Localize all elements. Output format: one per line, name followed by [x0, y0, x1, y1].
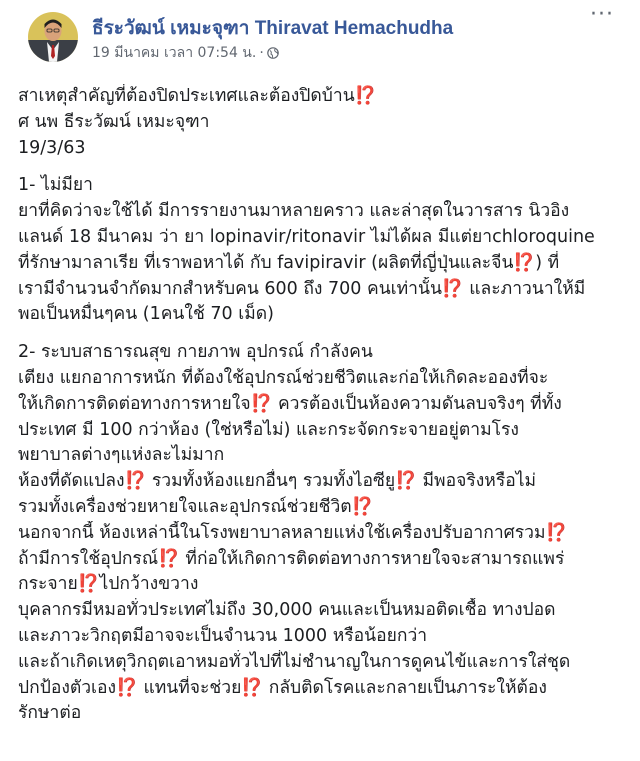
post-header: [14, 0, 622, 66]
globe-icon[interactable]: [267, 47, 279, 63]
post-line: ถ้ามีการใช้อุปกรณ์⁉️ ที่ก่อให้เกิดการติดต่อทางการหายใจจะสามารถแพร่: [18, 548, 565, 569]
meta-separator: ·: [259, 45, 264, 61]
post-line: ปกป้องตัวเอง⁉️ แทนที่จะช่วย⁉️ กลับติดโรคและกลายเป็นภาระให้ต้อง: [18, 677, 547, 698]
post-line: ที่รักษามาลาเรีย ที่เราพอหาได้ กับ favipiravir (ผลิตที่ญี่ปุ่นและจีน⁉️) ที่: [18, 252, 560, 273]
post-body: [18, 84, 626, 727]
post-line: ศ นพ ธีระวัฒน์ เหมะจุฑา: [18, 111, 210, 132]
post-line: 19/3/63: [18, 137, 86, 158]
post-line: นอกจากนี้ ห้องเหล่านี้ในโรงพยาบาลหลายแห่งใช้เครื่องปรับอากาศรวม⁉️: [18, 522, 568, 543]
paragraph: [18, 173, 626, 328]
post-line: ห้องที่ดัดแปลง⁉️ รวมทั้งห้องแยกอื่นๆ รวมทั้งไอซียู⁉️ มีพอจริงหรือไม่: [18, 471, 537, 492]
post-line: พอเป็นหมื่นๆคน (1คนใช้ 70 เม็ด): [18, 304, 274, 325]
post-line: เรามีจำนวนจำกัดมากสำหรับคน 600 ถึง 700 คนเท่านั้น⁉️ และภาวนาให้มี: [18, 278, 586, 299]
paragraph: [18, 340, 626, 727]
post-line: และภาวะวิกฤตมีอาจจะเป็นจำนวน 1000 หรือน้อยกว่า: [18, 625, 428, 646]
post-line: รวมทั้งเครื่องช่วยหายใจและอุปกรณ์ช่วยชีวิต⁉️: [18, 496, 374, 517]
post-line: บุคลากรมีหมอทั่วประเทศไม่ถึง 30,000 คนและเป็นหมอติดเชื้อ ทางปอด: [18, 600, 556, 621]
post-line: ยาที่คิดว่าจะใช้ได้ มีการรายงานมาหลายคราว และล่าสุดในวารสาร นิวอิง: [18, 201, 570, 222]
post-line: เตียง แยกอาการหนัก ที่ต้องใช้อุปกรณ์ช่วยชีวิตและก่อให้เกิดละอองที่จะ: [18, 367, 549, 388]
post-line: กระจาย⁉️ไปกว้างขวาง: [18, 574, 199, 595]
more-options-button[interactable]: [584, 4, 620, 32]
avatar[interactable]: [28, 12, 78, 62]
post-line: 2- ระบบสาธารณสุข กายภาพ อุปกรณ์ กำลังคน: [18, 342, 373, 363]
ellipsis-icon: ···: [590, 2, 614, 27]
post-line: สาเหตุสำคัญที่ต้องปิดประเทศและต้องปิดบ้าน⁉️: [18, 86, 377, 106]
paragraph: [18, 84, 626, 161]
post-timestamp[interactable]: 19 มีนาคม เวลา 07:54 น.: [92, 45, 257, 61]
avatar-image: [28, 12, 78, 62]
post-line: แลนด์ 18 มีนาคม ว่า ยา lopinavir/ritonavir ไม่ได้ผล มีแต่ยาchloroquine: [18, 226, 595, 247]
post-line: 1- ไม่มียา: [18, 175, 93, 196]
post-line: ให้เกิดการติดต่อทางการหายใจ⁉️ ควรต้องเป็นห้องความดันลบจริงๆ ที่ทั้ง: [18, 393, 562, 414]
post-line: รักษาต่อ: [18, 703, 82, 724]
author-name[interactable]: ธีระวัฒน์ เหมะจุฑา Thiravat Hemachudha: [92, 18, 454, 39]
post-meta: [92, 42, 279, 64]
post-line: และถ้าเกิดเหตุวิกฤตเอาหมอทั่วไปที่ไม่ชำนาญในการดูคนไข้และการใส่ชุด: [18, 651, 571, 672]
post-line: พยาบาลต่างๆแห่งละไม่มาก: [18, 445, 225, 466]
post-line: ประเทศ มี 100 กว่าห้อง (ใช่หรือไม่) และกระจัดกระจายอยู่ตามโรง: [18, 419, 519, 440]
